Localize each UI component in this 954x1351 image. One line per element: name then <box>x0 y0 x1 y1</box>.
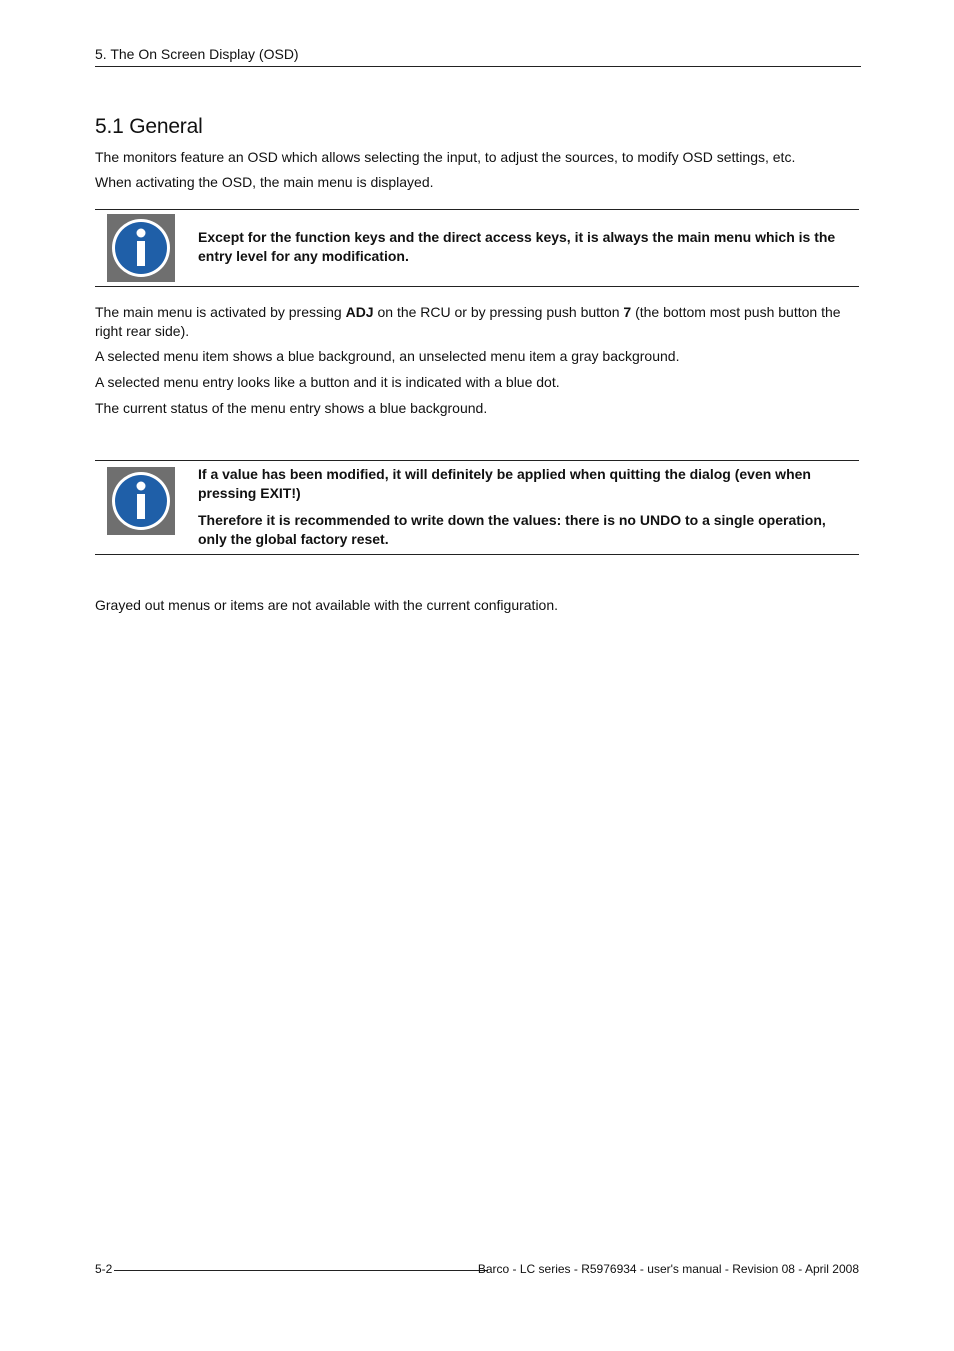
text-fragment: The main menu is activated by pressing <box>95 304 346 320</box>
note-main-menu-text: Except for the function keys and the direct access keys, it is always the main menu which is the entry level for any modification. <box>198 229 836 264</box>
note-apply-text: If a value has been modified, it will definitely be applied when quitting the dialog (even when pressing EXIT!) <box>198 466 811 501</box>
current-status-paragraph: The current status of the menu entry shows a blue background. <box>95 400 488 416</box>
adj-key-label: ADJ <box>345 304 374 320</box>
page-header <box>95 44 861 67</box>
info-icon <box>107 467 175 535</box>
info-note-apply-values <box>95 460 859 555</box>
section-title: 5.1 General <box>95 115 203 138</box>
info-note-main-menu <box>95 209 859 287</box>
footer-document-info: Barco - LC series - R5976934 - user's manual - Revision 08 - April 2008 <box>477 1262 859 1276</box>
selected-item-paragraph: A selected menu item shows a blue background, an unselected menu item a gray background. <box>95 348 680 364</box>
note-text <box>198 228 848 266</box>
footer-divider <box>114 1270 488 1271</box>
main-menu-activation-paragraph <box>95 303 859 341</box>
text-fragment: on the RCU or by pressing push button <box>373 304 624 320</box>
chapter-title: 5. The On Screen Display (OSD) <box>95 46 299 62</box>
osd-activation-paragraph: When activating the OSD, the main menu is displayed. <box>95 174 434 190</box>
push-button-number: 7 <box>623 304 632 320</box>
intro-paragraph: The monitors feature an OSD which allows selecting the input, to adjust the sources, to modify OSD settings, etc. <box>95 149 796 165</box>
page-number: 5-2 <box>95 1262 113 1276</box>
selected-entry-paragraph: A selected menu entry looks like a button and it is indicated with a blue dot. <box>95 374 560 390</box>
info-icon <box>107 214 175 282</box>
note-undo-text: Therefore it is recommended to write down the values: there is no UNDO to a single operation, only the global factory reset. <box>198 512 826 547</box>
text-fragment: (the bottom most push button the right rear side). <box>95 304 841 339</box>
grayed-out-paragraph: Grayed out menus or items are not available with the current configuration. <box>95 597 559 613</box>
note-text <box>198 465 848 549</box>
